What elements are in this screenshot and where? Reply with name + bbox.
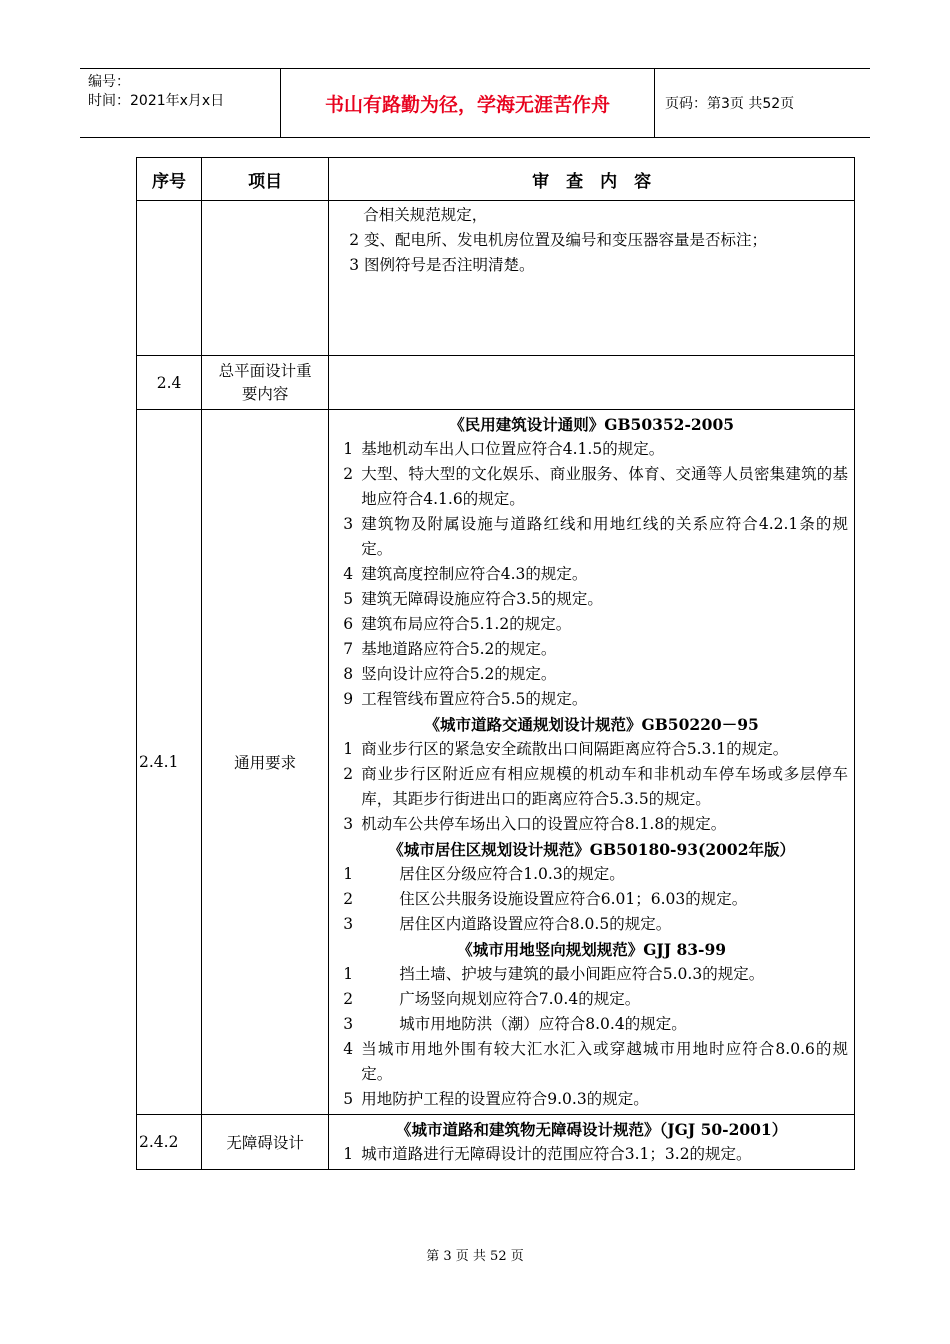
list-item-number: 3	[343, 1015, 354, 1033]
cell-item: 无障碍设计	[202, 1115, 329, 1170]
list-item-number: 3	[343, 815, 354, 833]
list-item-number: 3	[343, 915, 354, 933]
list-item-number: 2	[343, 765, 354, 783]
list-item	[335, 1087, 848, 1112]
list-item-text: 当城市用地外围有较大汇水汇入或穿越城市用地时应符合8.0.6的规定。	[361, 1040, 848, 1083]
section-title: 《城市居住区规划设计规范》GB50180-93(2002年版）	[388, 840, 795, 859]
page-info: 页码：第3页 共52页	[665, 96, 795, 112]
list-item	[335, 962, 848, 987]
list-item	[335, 587, 848, 612]
section-title: 《城市道路和建筑物无障碍设计规范》（JGJ 50-2001）	[396, 1120, 788, 1139]
list-item	[335, 762, 848, 812]
list-item	[335, 1142, 848, 1167]
list-item	[335, 562, 848, 587]
cell-no: 2.4.2	[137, 1115, 202, 1170]
list-item-number: 2	[343, 465, 354, 483]
table-header-row	[137, 158, 855, 201]
section-title: 《民用建筑设计通则》GB50352-2005	[449, 415, 735, 434]
list-item-text: 城市道路进行无障碍设计的范围应符合3.1；3.2的规定。	[361, 1145, 752, 1163]
cell-content	[329, 410, 855, 1115]
list-item-text: 城市用地防洪（潮）应符合8.0.4的规定。	[399, 1015, 687, 1033]
list-item-text: 建筑布局应符合5.1.2的规定。	[361, 615, 572, 633]
table-row	[137, 356, 855, 410]
cell-no: 2.4	[137, 356, 202, 410]
list-item	[335, 1012, 848, 1037]
list-item	[335, 662, 848, 687]
list-item-text: 建筑高度控制应符合4.3的规定。	[361, 565, 588, 583]
list-item-text: 用地防护工程的设置应符合9.0.3的规定。	[361, 1090, 649, 1108]
motto: 书山有路勤为径，学海无涯苦作舟	[281, 69, 655, 137]
list-item-number: 1	[343, 1145, 354, 1163]
page-header	[80, 68, 870, 138]
list-item-number: 4	[343, 1040, 354, 1058]
list-item-text: 基地道路应符合5.2的规定。	[361, 640, 557, 658]
list-item-text: 住区公共服务设施设置应符合6.01；6.03的规定。	[399, 890, 748, 908]
list-item-number: 2	[343, 890, 354, 908]
list-item	[335, 862, 848, 887]
list-item-text: 建筑无障碍设施应符合3.5的规定。	[361, 590, 603, 608]
list-item-number: 4	[343, 565, 354, 583]
list-item-text: 居住区分级应符合1.0.3的规定。	[399, 865, 625, 883]
list-item-text: 建筑物及附属设施与道路红线和用地红线的关系应符合4.2.1条的规定。	[361, 515, 848, 558]
list-item-text: 商业步行区附近应有相应规模的机动车和非机动车停车场或多层停车库，其距步行街进出口的距离应符合5.3.5的规定。	[361, 765, 848, 808]
list-item	[335, 637, 848, 662]
list-item-number: 1	[343, 965, 354, 983]
table-row	[137, 410, 855, 1115]
list-item-text: 挡土墙、护坡与建筑的最小间距应符合5.0.3的规定。	[399, 965, 765, 983]
list-item	[335, 912, 848, 937]
list-item-number: 5	[343, 590, 354, 608]
list-item-text: 居住区内道路设置应符合8.0.5的规定。	[399, 915, 672, 933]
content-line: 2 变、配电所、发电机房位置及编号和变压器容量是否标注；	[349, 231, 768, 249]
list-item-number: 1	[343, 865, 354, 883]
cell-item	[202, 201, 329, 356]
list-item-text: 工程管线布置应符合5.5的规定。	[361, 690, 588, 708]
list-item-number: 5	[343, 1090, 354, 1108]
col-header-content: 审 查 内 容	[329, 158, 855, 201]
review-table	[136, 157, 855, 1170]
list-item-text: 大型、特大型的文化娱乐、商业服务、体育、交通等人员密集建筑的基地应符合4.1.6的规定。	[361, 465, 848, 508]
list-item	[335, 737, 848, 762]
list-item	[335, 612, 848, 637]
col-header-no: 序号	[137, 158, 202, 201]
list-item	[335, 687, 848, 712]
cell-no	[137, 201, 202, 356]
list-item	[335, 812, 848, 837]
cell-content	[329, 1115, 855, 1170]
section-title: 《城市道路交通规划设计规范》GB50220－95	[424, 715, 759, 734]
cell-content	[329, 356, 855, 410]
list-item	[335, 987, 848, 1012]
cell-item: 通用要求	[202, 410, 329, 1115]
list-item-number: 1	[343, 440, 354, 458]
list-item-number: 9	[343, 690, 354, 708]
col-header-item: 项目	[202, 158, 329, 201]
list-item-number: 7	[343, 640, 354, 658]
list-item-text: 竖向设计应符合5.2的规定。	[361, 665, 557, 683]
list-item	[335, 1037, 848, 1087]
code-label: 编号：	[88, 74, 130, 90]
cell-content	[329, 201, 855, 356]
list-item-number: 8	[343, 665, 354, 683]
list-item-text: 商业步行区的紧急安全疏散出口间隔距离应符合5.3.1的规定。	[361, 740, 789, 758]
content-line: 合相关规范规定，	[363, 206, 488, 224]
table-row	[137, 201, 855, 356]
list-item-number: 6	[343, 615, 354, 633]
list-item-number: 2	[343, 990, 354, 1008]
time-label: 时间：2021年x月x日	[88, 93, 225, 109]
list-item-text: 机动车公共停车场出入口的设置应符合8.1.8的规定。	[361, 815, 727, 833]
list-item	[335, 437, 848, 462]
header-meta	[80, 69, 281, 137]
cell-item: 总平面设计重要内容	[202, 356, 329, 410]
list-item-number: 3	[343, 515, 354, 533]
content-line: 3 图例符号是否注明清楚。	[349, 256, 535, 274]
list-item-number: 1	[343, 740, 354, 758]
page-footer: 第 3 页 共 52 页	[426, 1249, 524, 1264]
cell-no: 2.4.1	[137, 410, 202, 1115]
list-item	[335, 512, 848, 562]
section-title: 《城市用地竖向规划规范》GJJ 83-99	[457, 940, 727, 959]
list-item	[335, 462, 848, 512]
list-item-text: 基地机动车出人口位置应符合4.1.5的规定。	[361, 440, 665, 458]
table-row	[137, 1115, 855, 1170]
list-item-text: 广场竖向规划应符合7.0.4的规定。	[399, 990, 641, 1008]
list-item	[335, 887, 848, 912]
